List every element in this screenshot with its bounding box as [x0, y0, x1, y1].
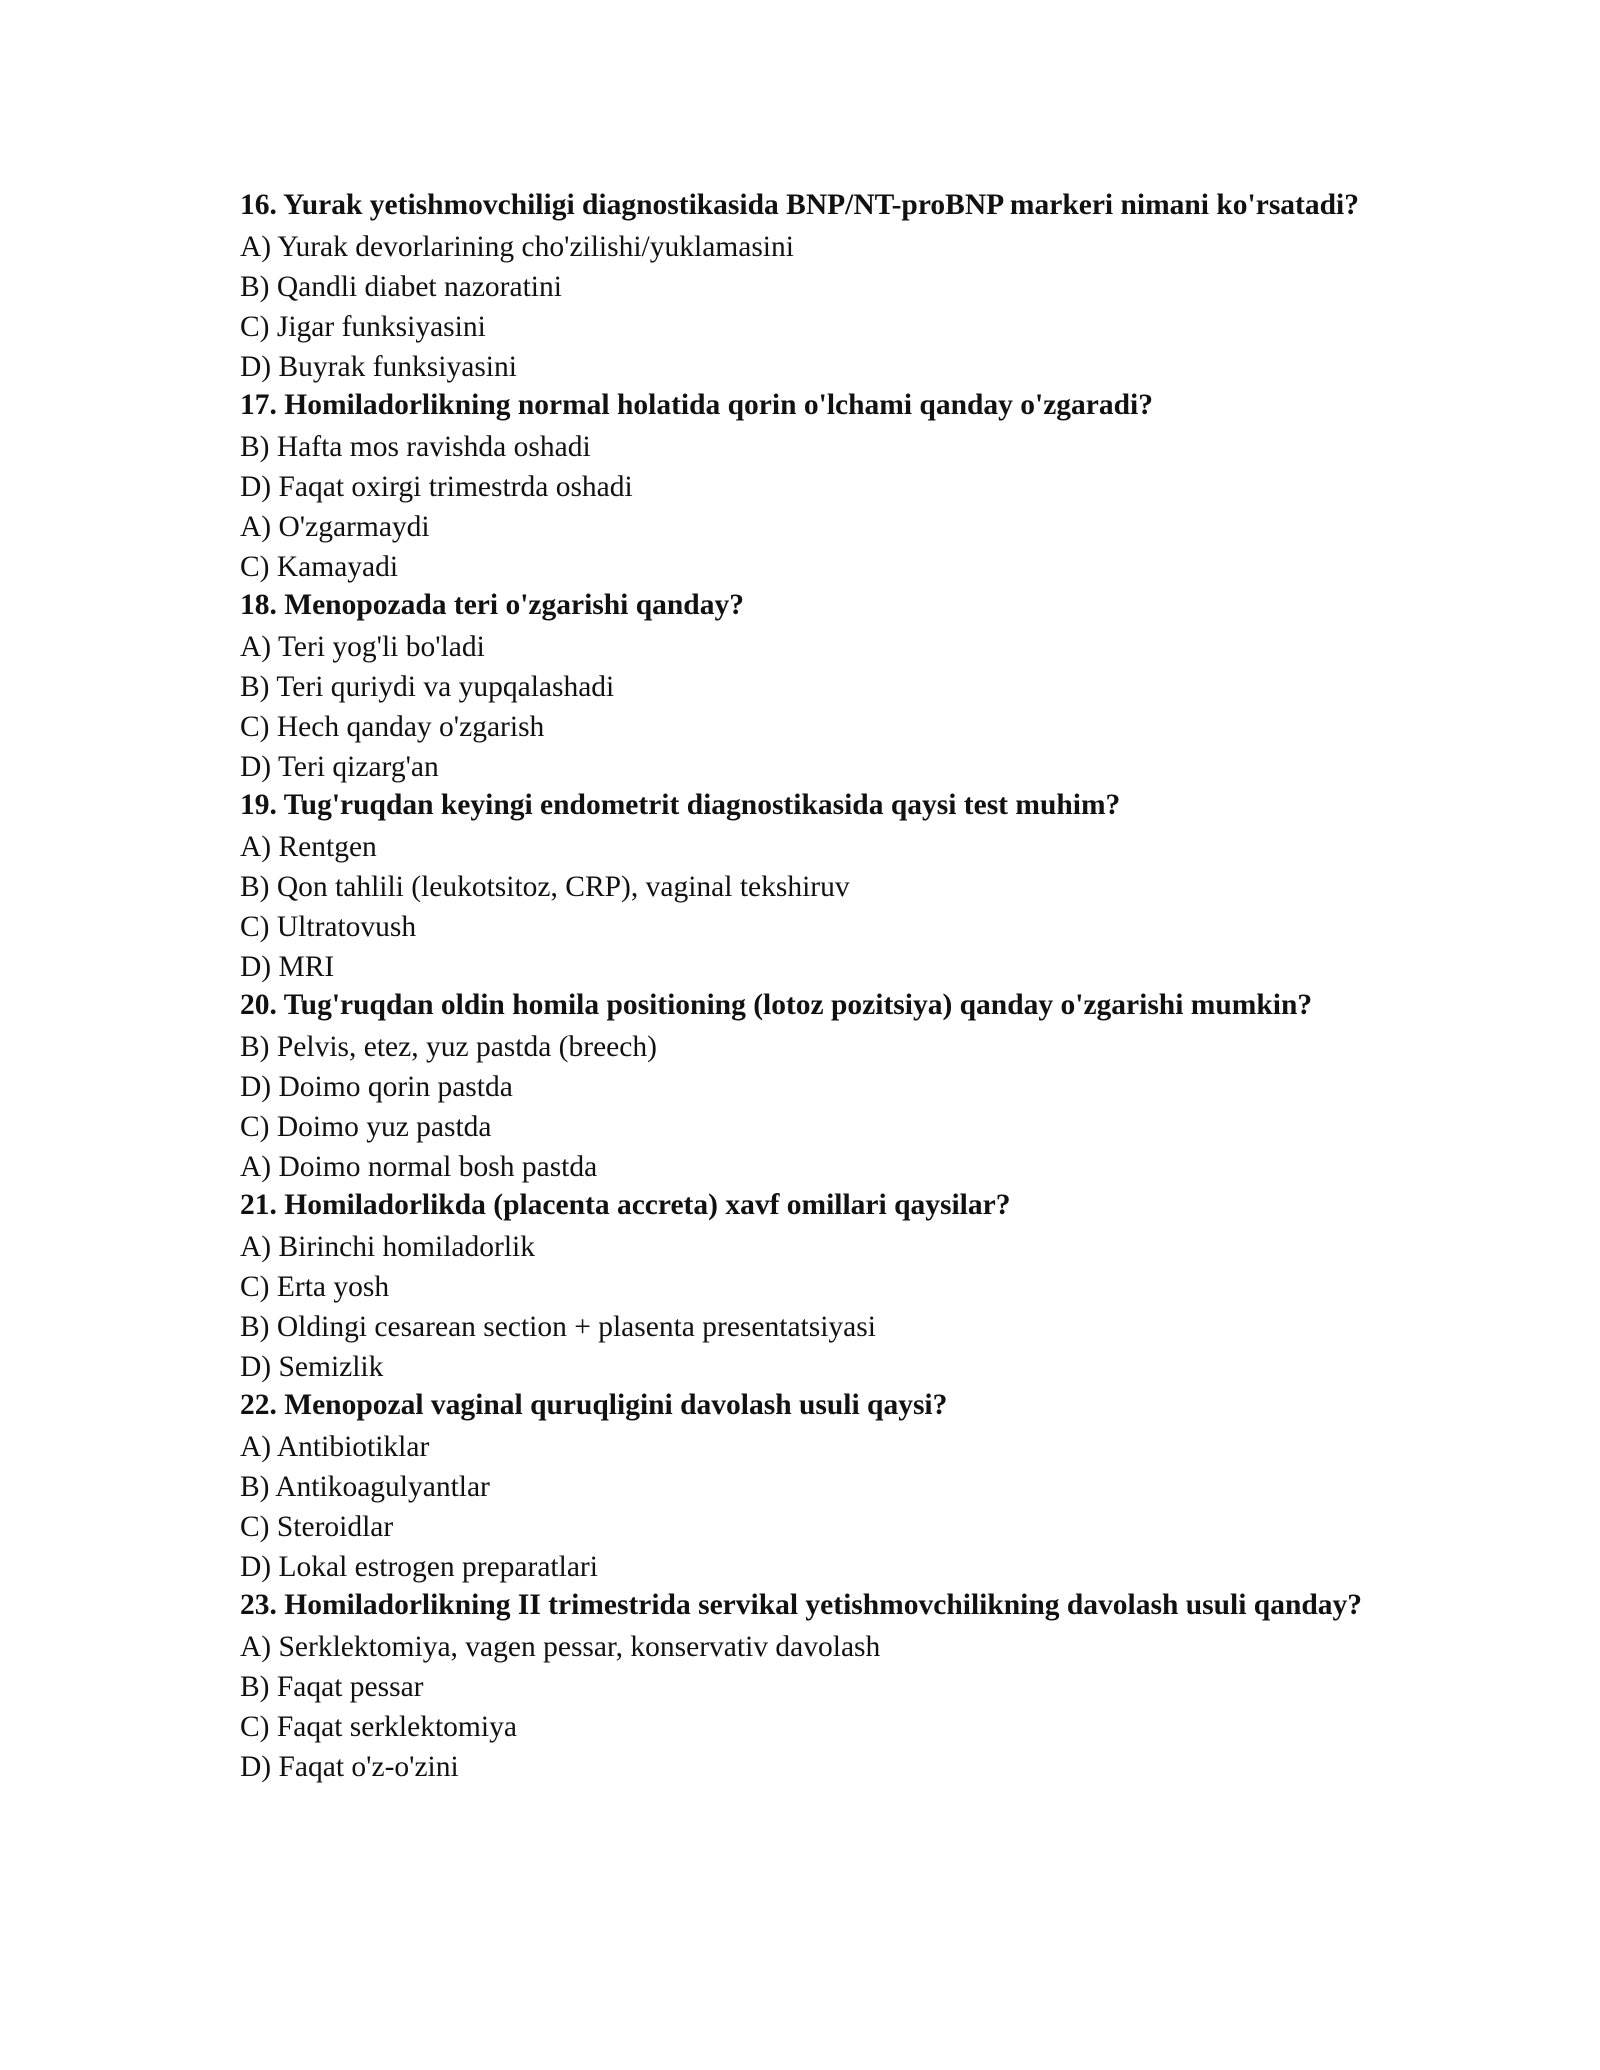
answer-option: B) Hafta mos ravishda oshadi: [240, 431, 591, 463]
answer-option: C) Jigar funksiyasini: [240, 311, 486, 343]
answer-option: A) Rentgen: [240, 831, 377, 863]
answer-option: D) Semizlik: [240, 1351, 384, 1383]
question-19: [240, 787, 1400, 987]
answer-option: D) Lokal estrogen preparatlari: [240, 1551, 598, 1583]
answer-option: B) Qon tahlili (leukotsitoz, CRP), vaginal tekshiruv: [240, 871, 850, 903]
question-22: [240, 1387, 1400, 1587]
answer-option: A) O'zgarmaydi: [240, 511, 430, 543]
answer-option: D) Teri qizarg'an: [240, 751, 439, 783]
answer-option: C) Erta yosh: [240, 1271, 390, 1303]
answer-option: D) MRI: [240, 951, 335, 983]
question-title: 18. Menopozada teri o'zgarishi qanday?: [240, 589, 744, 621]
answer-option: D) Faqat o'z-o'zini: [240, 1751, 459, 1783]
question-18: [240, 587, 1400, 787]
answer-option: C) Ultratovush: [240, 911, 417, 943]
answer-option: B) Qandli diabet nazoratini: [240, 271, 562, 303]
question-title: 21. Homiladorlikda (placenta accreta) xavf omillari qaysilar?: [240, 1189, 1011, 1221]
question-title: 23. Homiladorlikning II trimestrida servikal yetishmovchilikning davolash usuli qanday?: [240, 1589, 1363, 1621]
answer-option: A) Antibiotiklar: [240, 1431, 430, 1463]
answer-option: C) Steroidlar: [240, 1511, 394, 1543]
answer-option: D) Faqat oxirgi trimestrda oshadi: [240, 471, 633, 503]
answer-option: C) Hech qanday o'zgarish: [240, 711, 545, 743]
answer-option: A) Yurak devorlarining cho'zilishi/yuklamasini: [240, 231, 794, 263]
answer-option: C) Faqat serklektomiya: [240, 1711, 517, 1743]
question-title: 16. Yurak yetishmovchiligi diagnostikasida BNP/NT-proBNP markeri nimani ko'rsatadi?: [240, 189, 1359, 221]
answer-option: A) Birinchi homiladorlik: [240, 1231, 535, 1263]
answer-option: B) Antikoagulyantlar: [240, 1471, 490, 1503]
answer-option: C) Doimo yuz pastda: [240, 1111, 492, 1143]
answer-option: A) Doimo normal bosh pastda: [240, 1151, 598, 1183]
question-20: [240, 987, 1400, 1187]
question-title: 17. Homiladorlikning normal holatida qorin o'lchami qanday o'zgaradi?: [240, 389, 1153, 421]
answer-option: A) Serklektomiya, vagen pessar, konservativ davolash: [240, 1631, 881, 1663]
question-17: [240, 387, 1400, 587]
question-title: 20. Tug'ruqdan oldin homila positioning (lotoz pozitsiya) qanday o'zgarishi mumkin?: [240, 989, 1313, 1021]
question-16: [240, 187, 1400, 387]
document-page: [240, 187, 1400, 1787]
question-23: [240, 1587, 1400, 1787]
question-21: [240, 1187, 1400, 1387]
question-title: 22. Menopozal vaginal quruqligini davolash usuli qaysi?: [240, 1389, 948, 1421]
answer-option: D) Buyrak funksiyasini: [240, 351, 517, 383]
answer-option: B) Faqat pessar: [240, 1671, 424, 1703]
question-title: 19. Tug'ruqdan keyingi endometrit diagnostikasida qaysi test muhim?: [240, 789, 1121, 821]
answer-option: A) Teri yog'li bo'ladi: [240, 631, 485, 663]
answer-option: B) Oldingi cesarean section + plasenta presentatsiyasi: [240, 1311, 876, 1343]
answer-option: B) Teri quriydi va yupqalashadi: [240, 671, 615, 703]
answer-option: C) Kamayadi: [240, 551, 399, 583]
answer-option: D) Doimo qorin pastda: [240, 1071, 513, 1103]
answer-option: B) Pelvis, etez, yuz pastda (breech): [240, 1031, 657, 1063]
